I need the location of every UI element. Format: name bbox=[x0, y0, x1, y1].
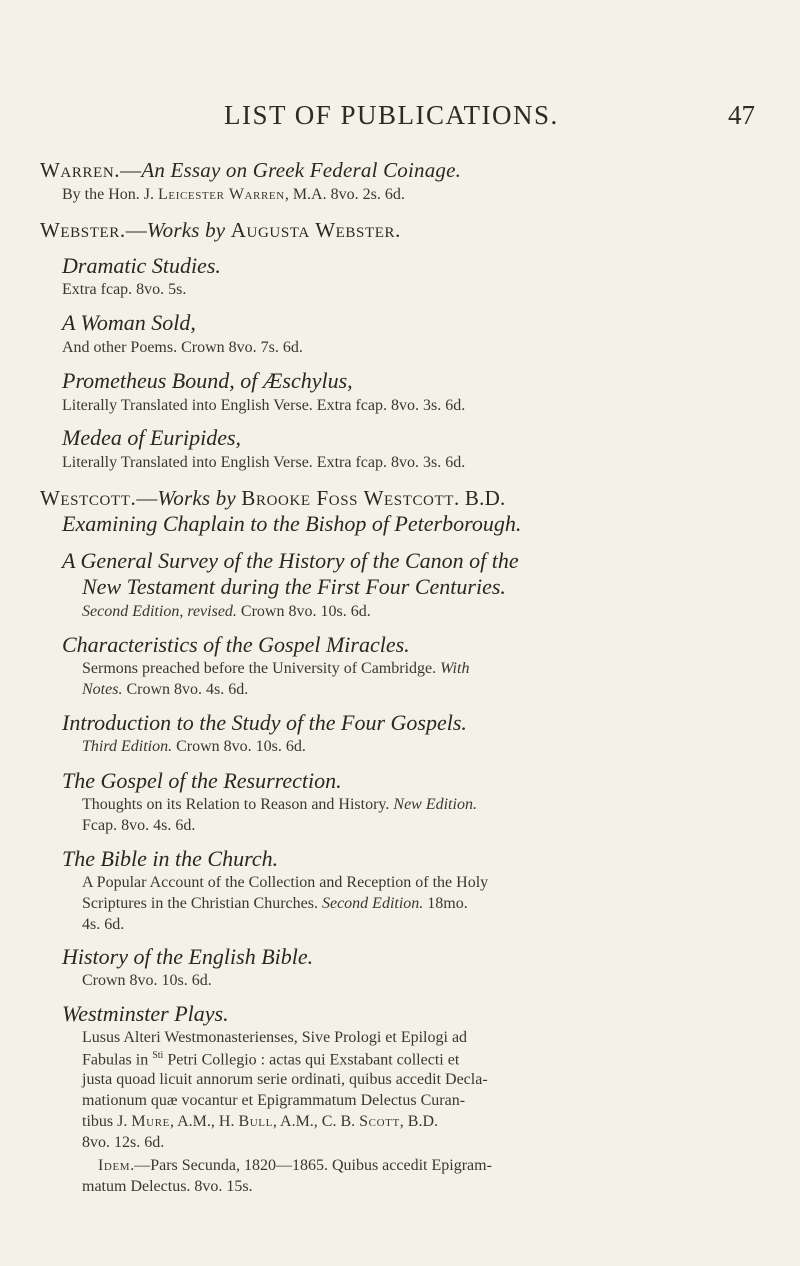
author-full-name: Augusta Webster. bbox=[230, 218, 401, 242]
notes-label: With bbox=[440, 660, 470, 677]
superscript: Sti bbox=[152, 1050, 164, 1061]
book-title: An Essay on Greek Federal Coinage. bbox=[141, 158, 462, 182]
book-price: 4s. 6d. bbox=[82, 916, 125, 933]
entry-warren-meta bbox=[62, 187, 405, 203]
book-meta bbox=[82, 661, 469, 677]
idem-label: Idem bbox=[98, 1157, 131, 1174]
format-price: Crown 8vo. 10s. 6d. bbox=[236, 603, 371, 620]
notes-label: Notes. bbox=[82, 681, 123, 698]
format-price: Crown 8vo. 10s. 6d. bbox=[172, 738, 306, 755]
entry-warren-heading bbox=[40, 160, 461, 181]
editor-name: Scott bbox=[359, 1113, 400, 1130]
book-meta: And other Poems. Crown 8vo. 7s. 6d. bbox=[62, 339, 303, 356]
dash: — bbox=[136, 486, 158, 510]
text: Petri Collegio : actas qui Exstabant collecti et bbox=[163, 1051, 460, 1069]
text: Fabulas in bbox=[82, 1051, 153, 1069]
book-title: A Woman Sold, bbox=[62, 310, 196, 335]
author-name: Warren. bbox=[40, 158, 121, 182]
book-meta bbox=[82, 604, 371, 620]
text: , A.M., C. B. bbox=[272, 1113, 360, 1130]
book-title: The Bible in the Church. bbox=[62, 846, 279, 871]
edition: New Edition. bbox=[393, 796, 477, 813]
page-title: LIST OF PUBLICATIONS. bbox=[224, 100, 559, 130]
byline: By the Hon. J. bbox=[62, 186, 158, 203]
book-title-continued: New Testament during the First Four Centuries. bbox=[82, 574, 506, 599]
format-price: Crown 8vo. 4s. 6d. bbox=[122, 681, 249, 698]
dash: — bbox=[125, 218, 147, 242]
description: Thoughts on its Relation to Reason and History. bbox=[82, 796, 394, 813]
book-meta: 8vo. 12s. 6d. bbox=[82, 1134, 165, 1151]
edition: Third Edition. bbox=[82, 738, 173, 755]
book-title: Westminster Plays. bbox=[62, 1001, 229, 1026]
description: Scriptures in the Christian Churches. bbox=[82, 895, 322, 912]
book-meta: Crown 8vo. 10s. 6d. bbox=[82, 972, 212, 989]
book-title: Dramatic Studies. bbox=[62, 253, 221, 278]
book-sequel-line: matum Delectus. 8vo. 15s. bbox=[82, 1178, 253, 1195]
works-by: Works by bbox=[146, 218, 231, 242]
book-meta: Literally Translated into English Verse. Extra fcap. 8vo. 3s. 6d. bbox=[62, 454, 466, 471]
edition: Second Edition. bbox=[321, 895, 424, 912]
running-head bbox=[0, 100, 800, 140]
entry-webster-heading bbox=[40, 220, 401, 241]
book-meta-continued bbox=[82, 682, 248, 698]
author-position: Examining Chaplain to the Bishop of Peterborough. bbox=[62, 511, 522, 536]
text: , B.D. bbox=[399, 1113, 439, 1130]
book-meta: Extra fcap. 8vo. 5s. bbox=[62, 281, 187, 298]
entry-westcott-heading bbox=[40, 488, 505, 509]
book-title: Medea of Euripides, bbox=[62, 425, 242, 450]
book-sequel-line bbox=[98, 1158, 492, 1174]
book-editors-line bbox=[82, 1114, 438, 1130]
text: , A.M., H. bbox=[169, 1113, 239, 1130]
author-degree: . B.D. bbox=[454, 486, 506, 510]
author-full-name: Brooke Foss Westcott bbox=[241, 486, 455, 510]
book-description-line bbox=[82, 1051, 459, 1068]
author-name: Webster. bbox=[40, 218, 126, 242]
byline-details: , M.A. 8vo. 2s. 6d. bbox=[284, 186, 405, 203]
text: tibus J. bbox=[82, 1113, 132, 1130]
works-by: Works by bbox=[157, 486, 242, 510]
book-title: Introduction to the Study of the Four Gospels. bbox=[62, 710, 467, 735]
editor-name: Bull bbox=[238, 1113, 273, 1130]
book-description-line: Lusus Alteri Westmonasterienses, Sive Prologi et Epilogi ad bbox=[82, 1029, 468, 1046]
text: .—Pars Secunda, 1820—1865. Quibus accedit Epigram- bbox=[130, 1157, 492, 1174]
book-meta bbox=[82, 739, 306, 755]
description: Sermons preached before the University of Cambridge. bbox=[82, 660, 441, 677]
author-name: Westcott. bbox=[40, 486, 137, 510]
page-number: 47 bbox=[728, 100, 755, 130]
book-meta: Literally Translated into English Verse. Extra fcap. 8vo. 3s. 6d. bbox=[62, 397, 466, 414]
book-title: A General Survey of the History of the Canon of the bbox=[62, 548, 519, 573]
book-meta-continued bbox=[82, 896, 468, 912]
book-title: Characteristics of the Gospel Miracles. bbox=[62, 632, 410, 657]
edition: Second Edition, revised. bbox=[82, 603, 237, 620]
book-description-line: justa quoad licuit annorum serie ordinati, quibus accedit Decla- bbox=[82, 1071, 488, 1088]
book-meta-continued: Fcap. 8vo. 4s. 6d. bbox=[82, 817, 196, 834]
format: 18mo. bbox=[423, 895, 468, 912]
book-title: The Gospel of the Resurrection. bbox=[62, 768, 342, 793]
editor-name: Mure bbox=[131, 1113, 170, 1130]
dash: — bbox=[120, 158, 142, 182]
book-meta: A Popular Account of the Collection and Reception of the Holy bbox=[82, 874, 489, 891]
book-description-line: mationum quæ vocantur et Epigrammatum Delectus Curan- bbox=[82, 1092, 466, 1109]
book-meta bbox=[82, 797, 477, 813]
book-title: Prometheus Bound, of Æschylus, bbox=[62, 368, 353, 393]
book-title: History of the English Bible. bbox=[62, 944, 314, 969]
byline-name: Leicester Warren bbox=[158, 186, 285, 203]
